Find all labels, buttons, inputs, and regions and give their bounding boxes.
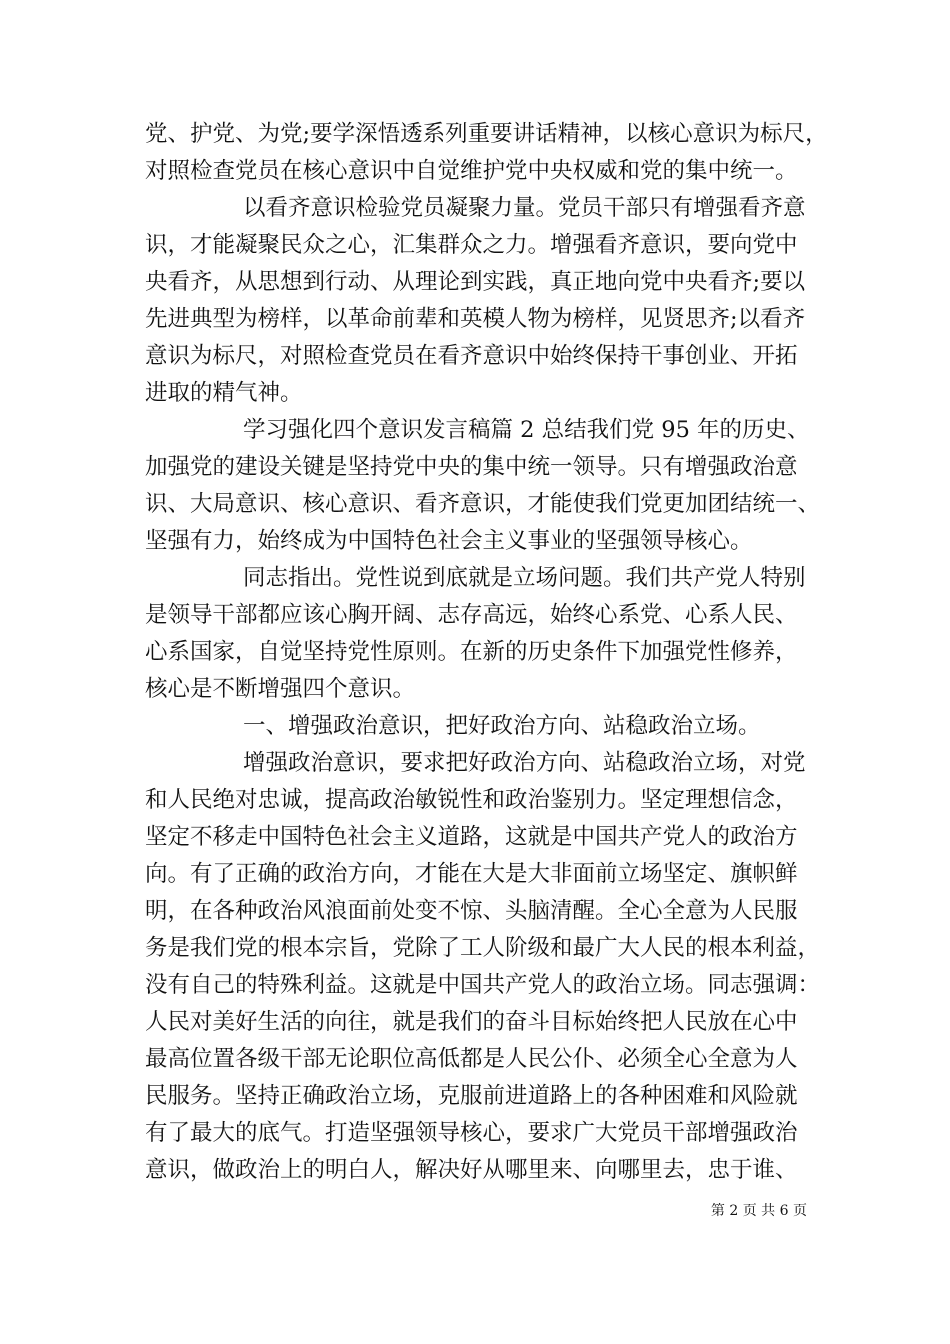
text-line: 明，在各种政治风浪面前处变不惊、头脑清醒。全心全意为人民服 — [145, 898, 798, 924]
text-line: 党、护党、为党;要学深悟透系列重要讲话精神，以核心意识为标尺， — [145, 121, 828, 147]
text-line: 央看齐，从思想到行动、从理论到实践，真正地向党中央看齐;要以 — [145, 269, 806, 295]
text-line: 没有自己的特殊利益。这就是中国共产党人的政治立场。同志强调： — [145, 972, 821, 998]
text-line: 心系国家，自觉坚持党性原则。在新的历史条件下加强党性修养， — [145, 639, 798, 665]
text-line: 民服务。坚持正确政治立场，克服前进道路上的各种困难和风险就 — [145, 1083, 798, 1109]
text-line: 人民对美好生活的向往，就是我们的奋斗目标始终把人民放在心中 — [145, 1009, 798, 1035]
text-line: 向。有了正确的政治方向，才能在大是大非面前立场坚定、旗帜鲜 — [145, 861, 798, 887]
body-text — [145, 116, 828, 1189]
text-line: 有了最大的底气。打造坚强领导核心，要求广大党员干部增强政治 — [145, 1120, 798, 1146]
text-line: 意识，做政治上的明白人，解决好从哪里来、向哪里去，忠于谁、 — [145, 1157, 798, 1183]
text-line: 加强党的建设关键是坚持党中央的集中统一领导。只有增强政治意 — [145, 454, 798, 480]
text-line: 务是我们党的根本宗旨，党除了工人阶级和最广大人民的根本利益， — [145, 935, 821, 961]
text-line: 坚强有力，始终成为中国特色社会主义事业的坚强领导核心。 — [145, 528, 753, 554]
text-line: 核心是不断增强四个意识。 — [145, 676, 416, 702]
paragraph-start-line: 以看齐意识检验党员凝聚力量。党员干部只有增强看齐意 — [243, 195, 806, 221]
paragraph-start-line: 增强政治意识，要求把好政治方向、站稳政治立场，对党 — [243, 750, 806, 776]
paragraph-start-line: 同志指出。党性说到底就是立场问题。我们共产党人特别 — [243, 565, 806, 591]
text-line: 先进典型为榜样，以革命前辈和英模人物为榜样，见贤思齐;以看齐 — [145, 306, 806, 332]
paragraph-start-line: 学习强化四个意识发言稿篇 2 总结我们党 95 年的历史、 — [243, 417, 810, 443]
text-line: 坚定不移走中国特色社会主义道路，这就是中国共产党人的政治方 — [145, 824, 798, 850]
text-line: 和人民绝对忠诚，提高政治敏锐性和政治鉴别力。坚定理想信念， — [145, 787, 798, 813]
page-number: 第 2 页 共 6 页 — [710, 1203, 807, 1219]
text-line: 识，才能凝聚民众之心，汇集群众之力。增强看齐意识，要向党中 — [145, 232, 798, 258]
text-line: 进取的精气神。 — [145, 380, 303, 406]
text-line: 对照检查党员在核心意识中自觉维护党中央权威和党的集中统一。 — [145, 158, 798, 184]
text-line: 最高位置各级干部无论职位高低都是人民公仆、必须全心全意为人 — [145, 1046, 798, 1072]
section-heading: 一、增强政治意识，把好政治方向、站稳政治立场。 — [243, 713, 761, 739]
text-line: 是领导干部都应该心胸开阔、志存高远，始终心系党、心系人民、 — [145, 602, 798, 628]
text-line: 识、大局意识、核心意识、看齐意识，才能使我们党更加团结统一、 — [145, 491, 821, 517]
text-line: 意识为标尺，对照检查党员在看齐意识中始终保持干事创业、开拓 — [145, 343, 798, 369]
